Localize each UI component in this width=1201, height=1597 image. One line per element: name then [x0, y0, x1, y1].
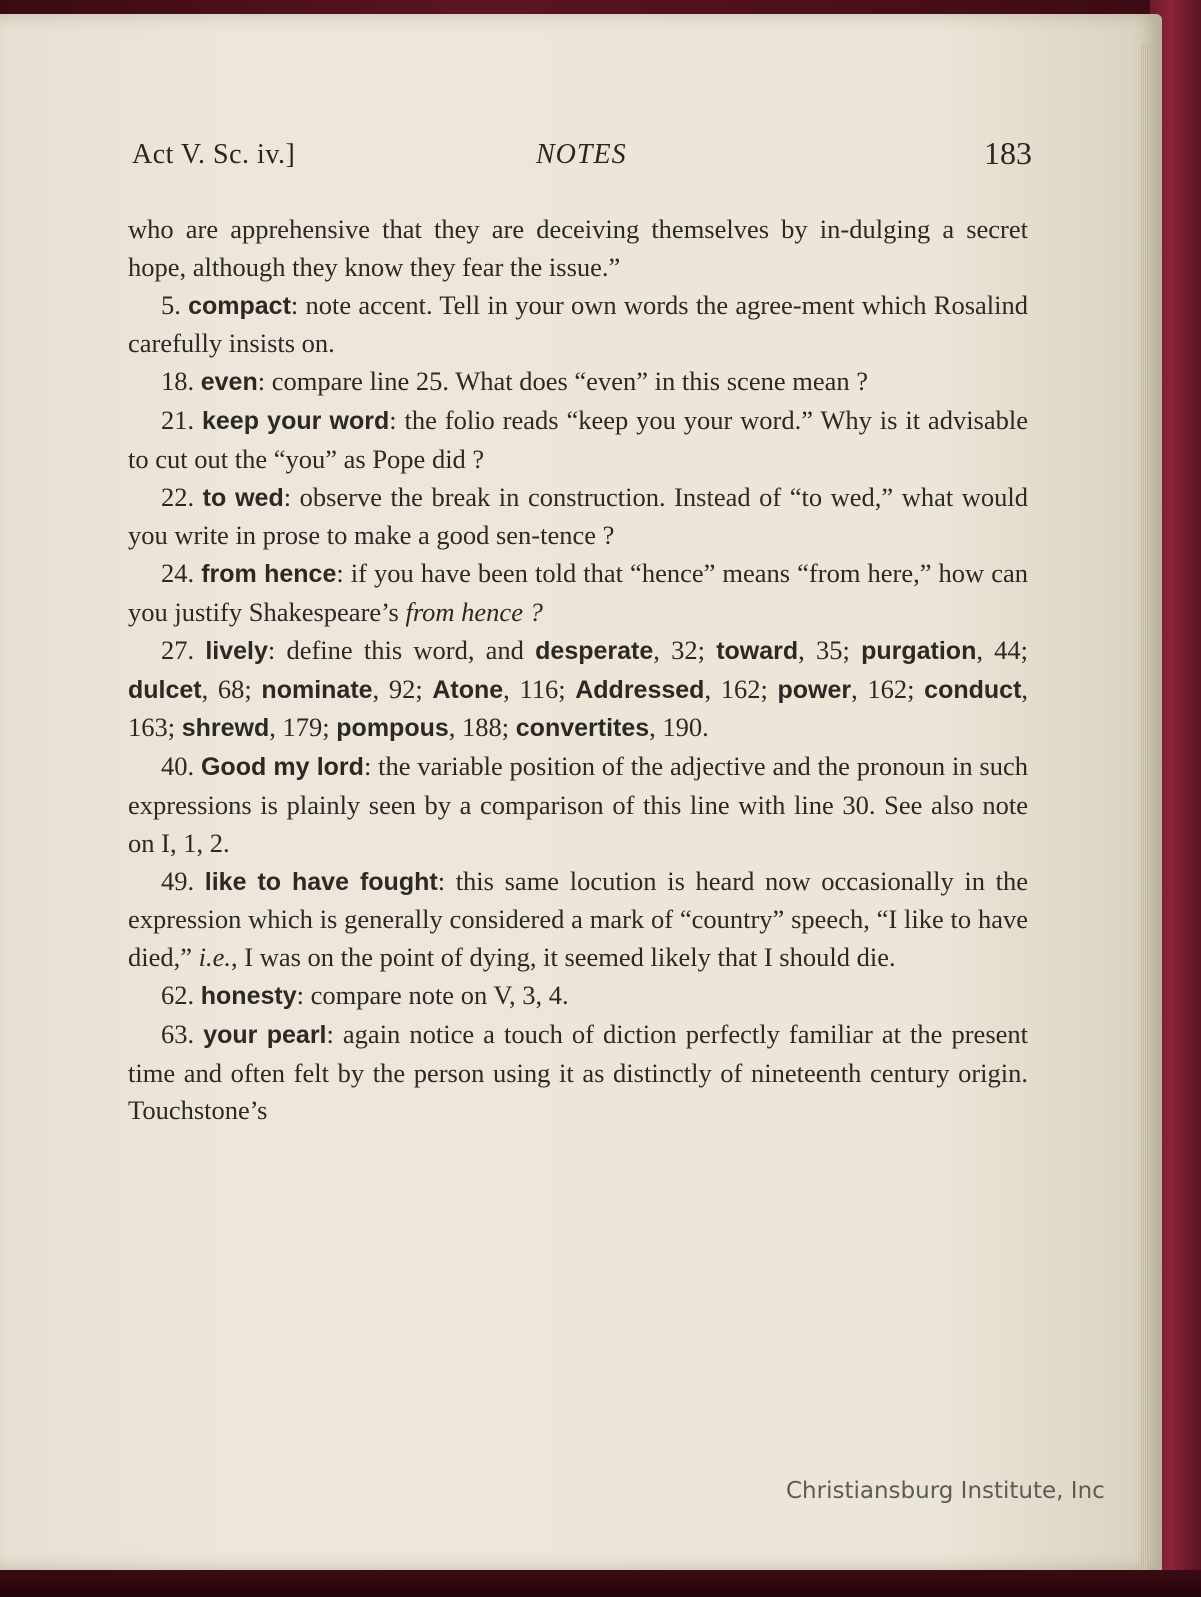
glossary-line: , 92;: [372, 673, 423, 704]
note-line-number: 22.: [161, 481, 195, 512]
running-head-section: Act V. Sc. iv.]: [132, 139, 296, 170]
glossary-line: , 68;: [201, 673, 252, 704]
note-text: : again notice a touch of diction perfectly familiar at the present time and often felt by the person using it as distinctly of nineteenth century origin. Touchstone’s: [128, 1018, 1029, 1126]
notes-text: [128, 211, 1028, 1130]
note-line-number: 49.: [161, 865, 195, 896]
note-headword: your pearl: [203, 1020, 327, 1049]
glossary-word: conduct: [924, 675, 1022, 704]
glossary-word: nominate: [261, 675, 373, 704]
note-headword: like to have fought: [204, 867, 438, 896]
glossary-line: , 162;: [851, 673, 915, 704]
note-line-number: 27.: [161, 634, 195, 665]
note-text: : define this word, and: [267, 634, 524, 665]
glossary-line: , 163;: [128, 673, 1029, 743]
glossary-word: Atone: [432, 675, 504, 704]
note-headword: lively: [205, 636, 268, 665]
note-paragraph: [128, 632, 1028, 748]
note-headword: honesty: [200, 981, 297, 1010]
glossary-line: , 116;: [503, 673, 566, 704]
note-paragraph: [128, 863, 1028, 977]
glossary-line: , 179;: [269, 712, 330, 743]
note-paragraph: [128, 211, 1028, 287]
glossary-word: dulcet: [128, 675, 202, 704]
glossary-word: toward: [716, 636, 799, 665]
glossary-line: , 162;: [704, 673, 768, 704]
note-text: : observe the break in construction. Instead of “to wed,” what would you write in prose to make a good sen-tence ?: [128, 481, 1028, 551]
glossary-line: , 35;: [798, 634, 850, 665]
glossary-line: , 44;: [976, 634, 1029, 665]
page-number: 183: [984, 135, 1032, 171]
cover-bottom: [0, 1570, 1201, 1597]
note-text: : the folio reads “keep you your word.” Why is it advisable to cut out the “you” as Pope did ?: [128, 404, 1029, 474]
note-paragraph: [128, 555, 1028, 632]
page-stack-edge: [1140, 44, 1148, 1574]
note-paragraph: [128, 363, 1028, 402]
note-text: : compare line 25. What does “even” in this scene mean ?: [257, 366, 868, 397]
glossary-line: , 190.: [649, 712, 709, 743]
note-text: : this same locution is heard now occasionally in the expression which is generally considered a mark of “country” speech, “I like to have died,”: [128, 865, 1029, 973]
note-paragraph: [128, 977, 1028, 1016]
note-italic: i.e.: [198, 942, 232, 973]
note-line-number: 40.: [161, 751, 195, 782]
note-text-after: , I was on the point of dying, it seemed likely that I should die.: [231, 942, 896, 973]
note-text: : note accent. Tell in your own words the agree-ment which Rosalind carefully insists on.: [128, 289, 1028, 359]
note-headword: keep your word: [202, 406, 390, 435]
note-headword: to wed: [202, 483, 284, 512]
note-line-number: 24.: [161, 558, 195, 589]
glossary-word: purgation: [861, 636, 977, 665]
note-paragraph: [128, 402, 1028, 479]
glossary-line: , 188;: [448, 712, 510, 743]
glossary-word: desperate: [535, 636, 654, 665]
note-paragraph: [128, 1016, 1028, 1130]
note-line-number: 5.: [161, 289, 181, 320]
note-headword: Good my lord: [200, 753, 364, 782]
note-headword: from hence: [201, 560, 337, 589]
glossary-word: pompous: [336, 714, 449, 743]
note-paragraph: [128, 748, 1028, 862]
note-paragraph: [128, 479, 1028, 556]
note-text: : the variable position of the adjective and the pronoun in such expressions is plainly seen by a comparison of this line with line 30. See also note on I, 1, 2.: [128, 751, 1028, 858]
note-line-number: 62.: [161, 979, 195, 1010]
note-text: : if you have been told that “hence” means “from here,” how can you justify Shakespeare’s: [128, 558, 1028, 627]
note-italic: from hence ?: [405, 596, 543, 627]
running-head-title: NOTES: [536, 139, 627, 170]
note-text: : compare note on V, 3, 4.: [296, 979, 569, 1010]
watermark: Christiansburg Institute, Inc: [786, 1478, 1105, 1504]
note-headword: compact: [188, 291, 291, 320]
note-line-number: 21.: [161, 404, 195, 435]
glossary-line: , 32;: [653, 634, 705, 665]
glossary-word: power: [777, 675, 852, 704]
glossary-word: shrewd: [181, 714, 270, 743]
note-paragraph: [128, 287, 1028, 364]
note-headword: even: [200, 368, 258, 397]
glossary-word: convertites: [515, 714, 650, 743]
note-line-number: 18.: [161, 366, 195, 397]
glossary-word: Addressed: [575, 675, 705, 704]
note-text: who are apprehensive that they are deceiving themselves by in-dulging a secret hope, although they know they fear the issue.”: [128, 214, 1028, 282]
note-line-number: 63.: [161, 1018, 195, 1049]
running-head: [132, 135, 1032, 175]
